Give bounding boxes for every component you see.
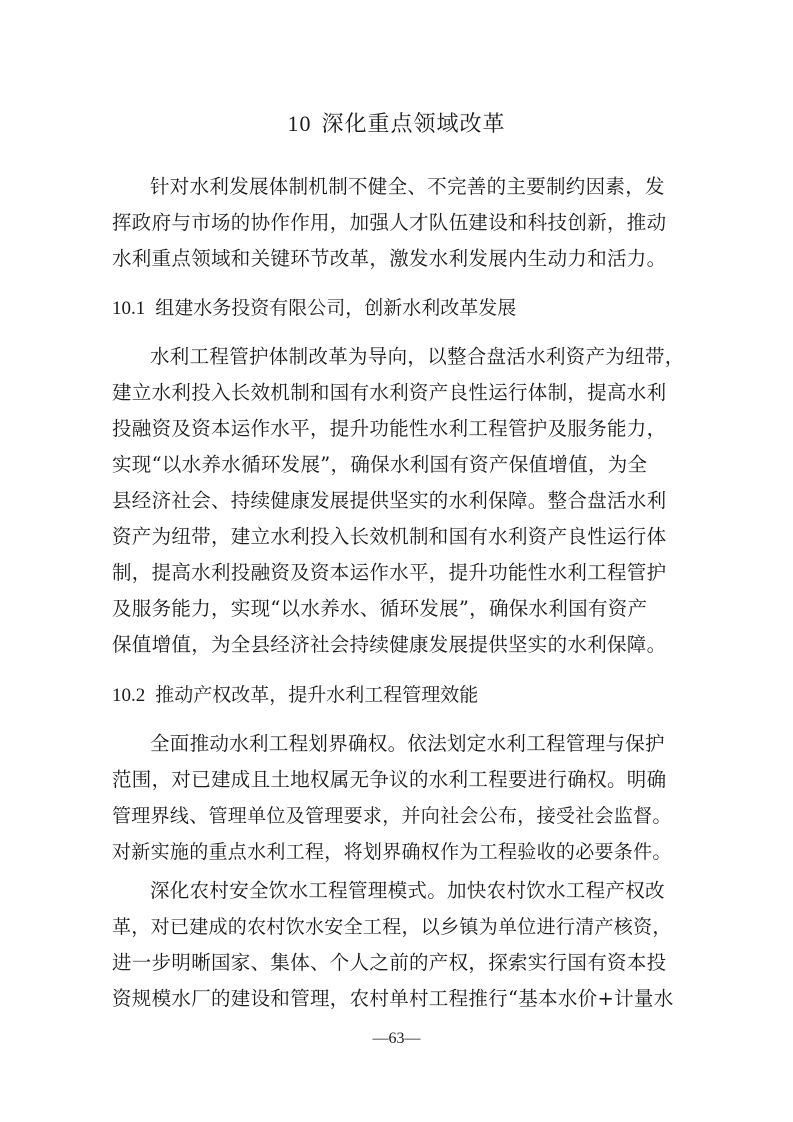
body-line: 水利工程管护体制改革为导向，以整合盘活水利资产为纽带， xyxy=(150,345,685,368)
page-number: —63— xyxy=(372,1030,421,1047)
section-number: 10.1 xyxy=(112,298,146,319)
intro-line: 针对水利发展体制机制不健全、不完善的主要制约因素，发 xyxy=(150,175,665,198)
body-line: 资产为纽带，建立水利投入长效机制和国有水利资产良性运行体 xyxy=(112,525,667,548)
body-line: 革，对已建成的农村饮水安全工程，以乡镇为单位进行清产核资， xyxy=(112,916,672,938)
section-heading-10-2 xyxy=(112,680,478,711)
chapter-title xyxy=(0,108,793,141)
body-line: 深化农村安全饮水工程管理模式。加快农村饮水工程产权改 xyxy=(150,879,665,902)
body-line: 对新实施的重点水利工程，将划界确权作为工程验收的必要条件。 xyxy=(112,841,672,863)
body-line: 进一步明晰国家、集体、个人之前的产权，探索实行国有资本投 xyxy=(112,951,667,974)
body-line: 资规模水厂的建设和管理，农村单村工程推行“基本水价+计量水 xyxy=(112,987,674,1010)
chapter-title-text: 深化重点领域改革 xyxy=(321,112,506,137)
body-line: 投融资及资本运作水平，提升功能性水利工程管护及服务能力， xyxy=(112,417,667,440)
intro-line: 水利重点领域和关键环节改革，激发水利发展内生动力和活力。 xyxy=(112,247,667,270)
chapter-number: 10 xyxy=(287,111,312,136)
section-heading-10-1 xyxy=(112,293,516,324)
intro-line: 挥政府与市场的协作作用，加强人才队伍建设和科技创新，推动 xyxy=(112,211,667,234)
section-number: 10.2 xyxy=(112,685,146,706)
body-line: 制，提高水利投融资及资本运作水平，提升功能性水利工程管护 xyxy=(112,561,667,584)
body-line: 管理界线、管理单位及管理要求，并向社会公布，接受社会监督。 xyxy=(112,805,672,827)
body-line: 建立水利投入长效机制和国有水利资产良性运行体制，提高水利 xyxy=(112,381,667,404)
body-line: 范围，对已建成且土地权属无争议的水利工程要进行确权。明确 xyxy=(112,768,667,791)
body-line: 及服务能力，实现“以水养水、循环发展”，确保水利国有资产 xyxy=(112,597,648,620)
section-heading-text: 组建水务投资有限公司，创新水利改革发展 xyxy=(155,297,517,319)
body-line: 保值增值，为全县经济社会持续健康发展提供坚实的水利保障。 xyxy=(112,633,667,656)
body-line: 实现“以水养水循环发展”，确保水利国有资产保值增值，为全 xyxy=(112,453,648,476)
section-heading-text: 推动产权改革，提升水利工程管理效能 xyxy=(155,684,479,706)
body-line: 全面推动水利工程划界确权。依法划定水利工程管理与保护 xyxy=(150,732,665,755)
body-line: 县经济社会、持续健康发展提供坚实的水利保障。整合盘活水利 xyxy=(112,489,667,512)
